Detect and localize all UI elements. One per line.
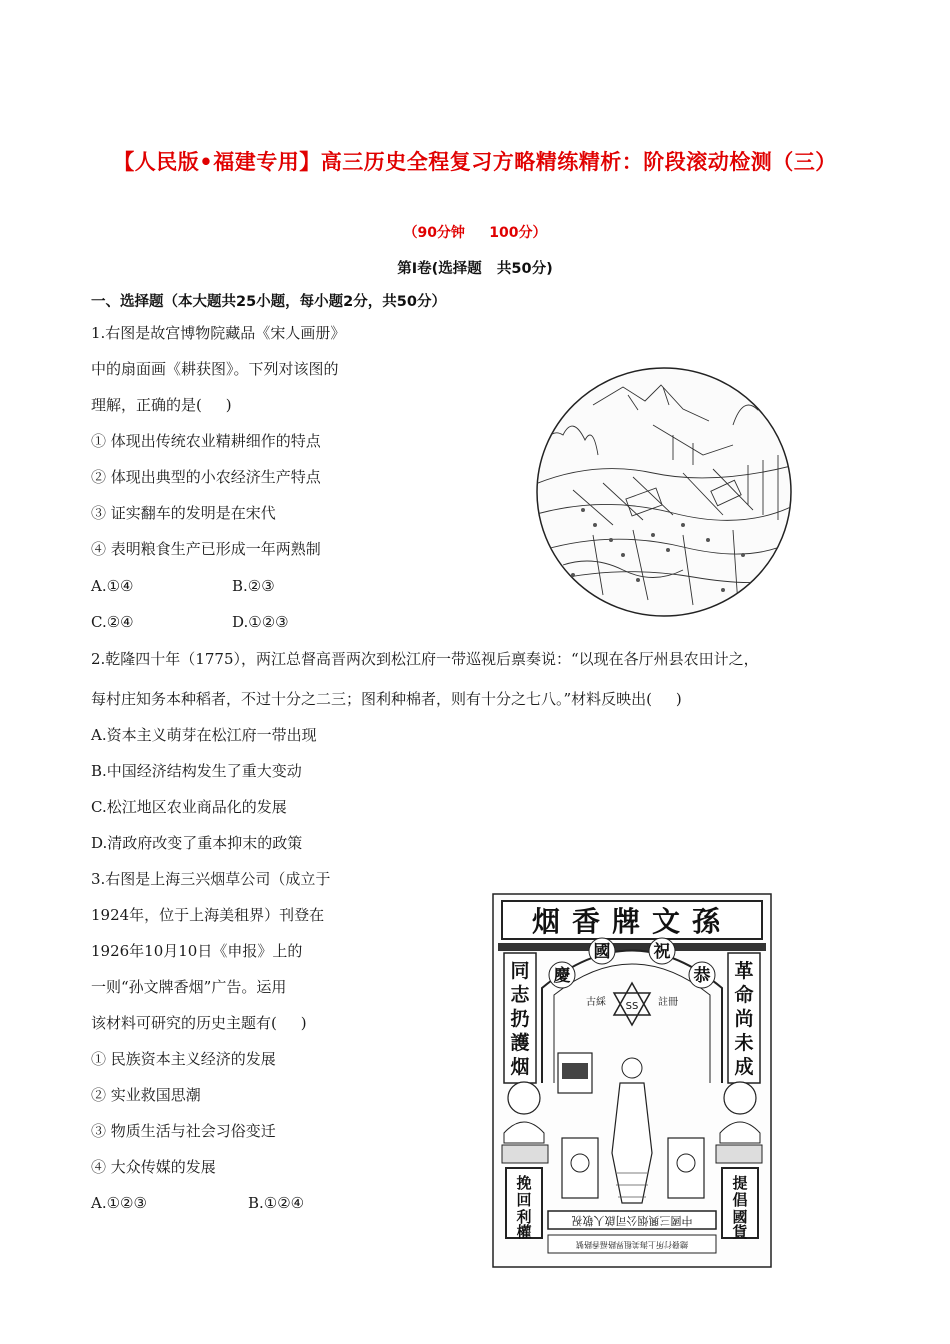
q1-option-a: A.①④ xyxy=(91,577,134,595)
ad-star-text: SS xyxy=(625,1001,639,1012)
svg-text:提: 提 xyxy=(732,1174,748,1192)
q2-option-d: D.清政府改变了重本抑末的政策 xyxy=(91,834,303,852)
ad-arch-char-2: 國 xyxy=(593,942,611,962)
svg-text:命: 命 xyxy=(734,984,754,1006)
time-score-line: （90分钟 100分） xyxy=(403,225,547,241)
ad-left-column-char: 同 xyxy=(510,960,530,982)
ad-center-right-text: 註冊 xyxy=(658,997,678,1008)
q1-option-b: B.②③ xyxy=(232,577,275,595)
volume-heading: 第Ⅰ卷(选择题 共50分) xyxy=(397,261,553,277)
q1-item-1: ① 体现出传统农业精耕细作的特点 xyxy=(91,432,321,450)
q2-option-b: B.中国经济结构发生了重大变动 xyxy=(91,762,302,780)
q2-stem-line-1: 2.乾隆四十年（1775），两江总督高晋两次到松江府一带巡视后禀奏说：“以现在各厅州县农田计之， xyxy=(91,650,759,668)
q3-item-3: ③ 物质生活与社会习俗变迁 xyxy=(91,1122,276,1140)
ad-right-column-char: 革 xyxy=(734,960,754,982)
svg-text:護: 護 xyxy=(510,1032,530,1054)
q3-option-a: A.①②③ xyxy=(91,1194,147,1212)
q3-stem-line-5: 该材料可研究的历史主题有( ) xyxy=(91,1014,307,1032)
q2-option-c: C.松江地区农业商品化的发展 xyxy=(91,798,287,816)
q3-item-1: ① 民族资本主义经济的发展 xyxy=(91,1050,276,1068)
ad-arch-char-4: 恭 xyxy=(693,966,711,986)
q3-stem-line-3: 1926年10月10日《申报》上的 xyxy=(91,942,303,960)
svg-text:貨: 貨 xyxy=(732,1223,748,1241)
cigarette-ad-image xyxy=(492,893,772,1268)
q1-item-2: ② 体现出典型的小农经济生产特点 xyxy=(91,468,321,486)
svg-text:利: 利 xyxy=(516,1208,532,1226)
q1-option-d: D.①②③ xyxy=(232,613,289,631)
ad-arch-char-1: 慶 xyxy=(553,966,571,986)
q3-stem-line-4: 一则“孙文牌香烟”广告。运用 xyxy=(91,978,287,996)
svg-text:志: 志 xyxy=(510,984,530,1006)
q1-item-3: ③ 证实翻车的发明是在宋代 xyxy=(91,504,276,522)
q1-option-c: C.②④ xyxy=(91,613,134,631)
svg-text:權: 權 xyxy=(516,1223,532,1241)
q3-option-b: B.①②④ xyxy=(248,1194,305,1212)
q3-item-2: ② 实业救国思潮 xyxy=(91,1086,201,1104)
section-heading: 一、选择题（本大题共25小题，每小题2分，共50分） xyxy=(91,294,446,310)
svg-text:回: 回 xyxy=(516,1191,532,1209)
q2-stem-line-2: 每村庄知务本种稻者，不过十分之二三；图利种棉者，则有十分之七八。”材料反映出( ) xyxy=(91,690,682,708)
q3-item-4: ④ 大众传媒的发展 xyxy=(91,1158,216,1176)
q1-item-4: ④ 表明粮食生产已形成一年两熟制 xyxy=(91,540,321,558)
ad-bottom-line-1: 中國三興烟公司啟人敬祝 xyxy=(571,1214,693,1227)
svg-text:扔: 扔 xyxy=(510,1008,530,1030)
svg-text:尚: 尚 xyxy=(734,1008,754,1030)
svg-text:國: 國 xyxy=(732,1208,748,1226)
ad-center-left-text: 古綵 xyxy=(586,997,606,1008)
q1-stem-line-1: 1.右图是故宫博物院藏品《宋人画册》 xyxy=(91,324,346,342)
document-title: 【人民版•福建专用】高三历史全程复习方略精练精析：阶段滚动检测（三） xyxy=(113,150,837,174)
q3-stem-line-1: 3.右图是上海三兴烟草公司（成立于 xyxy=(91,870,331,888)
ad-bottom-line-2: 總發行所上海美租界路福香路號 xyxy=(576,1240,688,1249)
q1-stem-line-2: 中的扇面画《耕获图》。下列对该图的 xyxy=(91,360,339,378)
q2-option-a: A.资本主义萌芽在松江府一带出现 xyxy=(91,726,317,744)
svg-text:成: 成 xyxy=(734,1056,754,1078)
svg-text:烟: 烟 xyxy=(510,1056,530,1078)
fan-painting-image xyxy=(533,365,795,620)
ad-arch-char-3: 祝 xyxy=(653,942,671,962)
svg-text:倡: 倡 xyxy=(732,1191,748,1209)
q1-stem-line-3: 理解，正确的是( ) xyxy=(91,396,232,414)
svg-text:挽: 挽 xyxy=(516,1174,532,1192)
q3-stem-line-2: 1924年，位于上海美租界）刊登在 xyxy=(91,906,325,924)
ad-banner-text: 烟香牌文孫 xyxy=(531,905,733,938)
svg-text:未: 未 xyxy=(734,1032,754,1054)
